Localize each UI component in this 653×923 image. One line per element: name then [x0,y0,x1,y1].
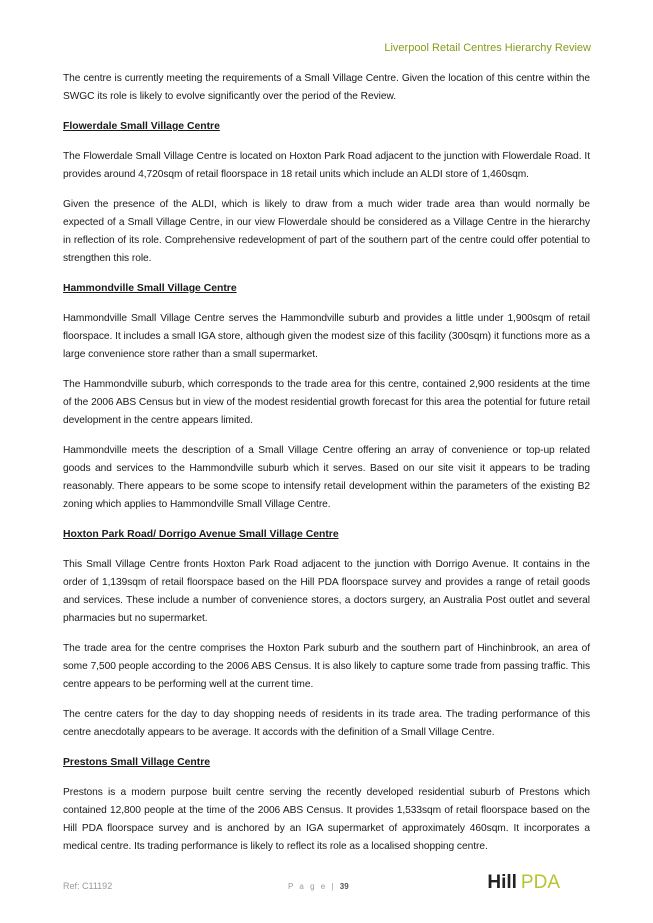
hill-pda-logo [487,872,560,894]
paragraph: The centre caters for the day to day shopping needs of residents in its trade area. The trading performance of this centre anecdotally appears to be average. It accords with the definition of a Small Village Centre. [63,709,590,738]
page-separator: | [327,882,340,891]
running-header-title: Liverpool Retail Centres Hierarchy Review [384,42,591,54]
page-word: P a g e [288,882,328,891]
logo-hill-text: Hill [487,872,517,893]
section-heading-hammondville: Hammondville Small Village Centre [63,283,237,294]
paragraph: This Small Village Centre fronts Hoxton Park Road adjacent to the junction with Dorrigo Avenue. It contains in the order of 1,139sqm of retail floorspace based on the Hill PDA floorspace survey and provides a range of retail goods and services. These include a number of convenience stores, a doctors surgery, an Australia Post outlet and several pharmacies but no supermarket. [63,559,590,624]
page-footer [63,872,590,896]
body-content [63,70,590,868]
paragraph: The centre is currently meeting the requirements of a Small Village Centre. Given the location of this centre within the SWGC its role is likely to evolve significantly over the period of the Review. [63,73,590,102]
paragraph: The Flowerdale Small Village Centre is located on Hoxton Park Road adjacent to the junction with Flowerdale Road. It provides around 4,720sqm of retail floorspace in 18 retail units which include an ALDI store of 1,460sqm. [63,151,590,180]
logo-pda-text: PDA [520,872,560,893]
reference-number: Ref: C11192 [63,881,113,891]
section-heading-prestons: Prestons Small Village Centre [63,757,211,768]
page-number-label [288,882,349,891]
section-heading-flowerdale: Flowerdale Small Village Centre [63,121,220,132]
paragraph: The trade area for the centre comprises the Hoxton Park suburb and the southern part of Hinchinbrook, an area of some 7,500 people according to the 2006 ABS Census. It is also likely to capture some trade from passing traffic. This centre appears to be performing well at the current time. [63,643,590,690]
paragraph: The Hammondville suburb, which corresponds to the trade area for this centre, contained 2,900 residents at the time of the 2006 ABS Census but in view of the modest residential growth forecast for this area the potential for future retail development in the centre appears limited. [63,379,590,426]
paragraph: Given the presence of the ALDI, which is likely to draw from a much wider trade area than would normally be expected of a Small Village Centre, in our view Flowerdale should be considered as a Village Centre in the hierarchy in reflection of its role. Comprehensive redevelopment of part of the southern part of the centre could offer potential to strengthen this role. [63,199,590,264]
section-heading-hoxton-park: Hoxton Park Road/ Dorrigo Avenue Small Village Centre [63,529,339,540]
paragraph: Hammondville meets the description of a Small Village Centre offering an array of convenience or top-up related goods and services to the Hammondville suburb which it serves. Based on our site visit it appears to be trading reasonably. There appears to be some scope to intensify retail development within the parameters of the existing B2 zoning which applies to Hammondville Small Village Centre. [63,445,590,510]
page-number: 39 [339,882,349,891]
paragraph: Prestons is a modern purpose built centre serving the recently developed residential suburb of Prestons which contained 12,800 people at the time of the 2006 ABS Census. It provides 1,533sqm of retail floorspace based on the Hill PDA floorspace survey and is anchored by an IGA supermarket of approximately 460sqm. It incorporates a medical centre. Its trading performance is likely to reflect its role as a localised shopping centre. [63,787,590,852]
paragraph: Hammondville Small Village Centre serves the Hammondville suburb and provides a little under 1,900sqm of retail floorspace. It includes a small IGA store, although given the modest size of this facility (300sqm) it functions more as a large convenience store rather than a small supermarket. [63,313,590,360]
